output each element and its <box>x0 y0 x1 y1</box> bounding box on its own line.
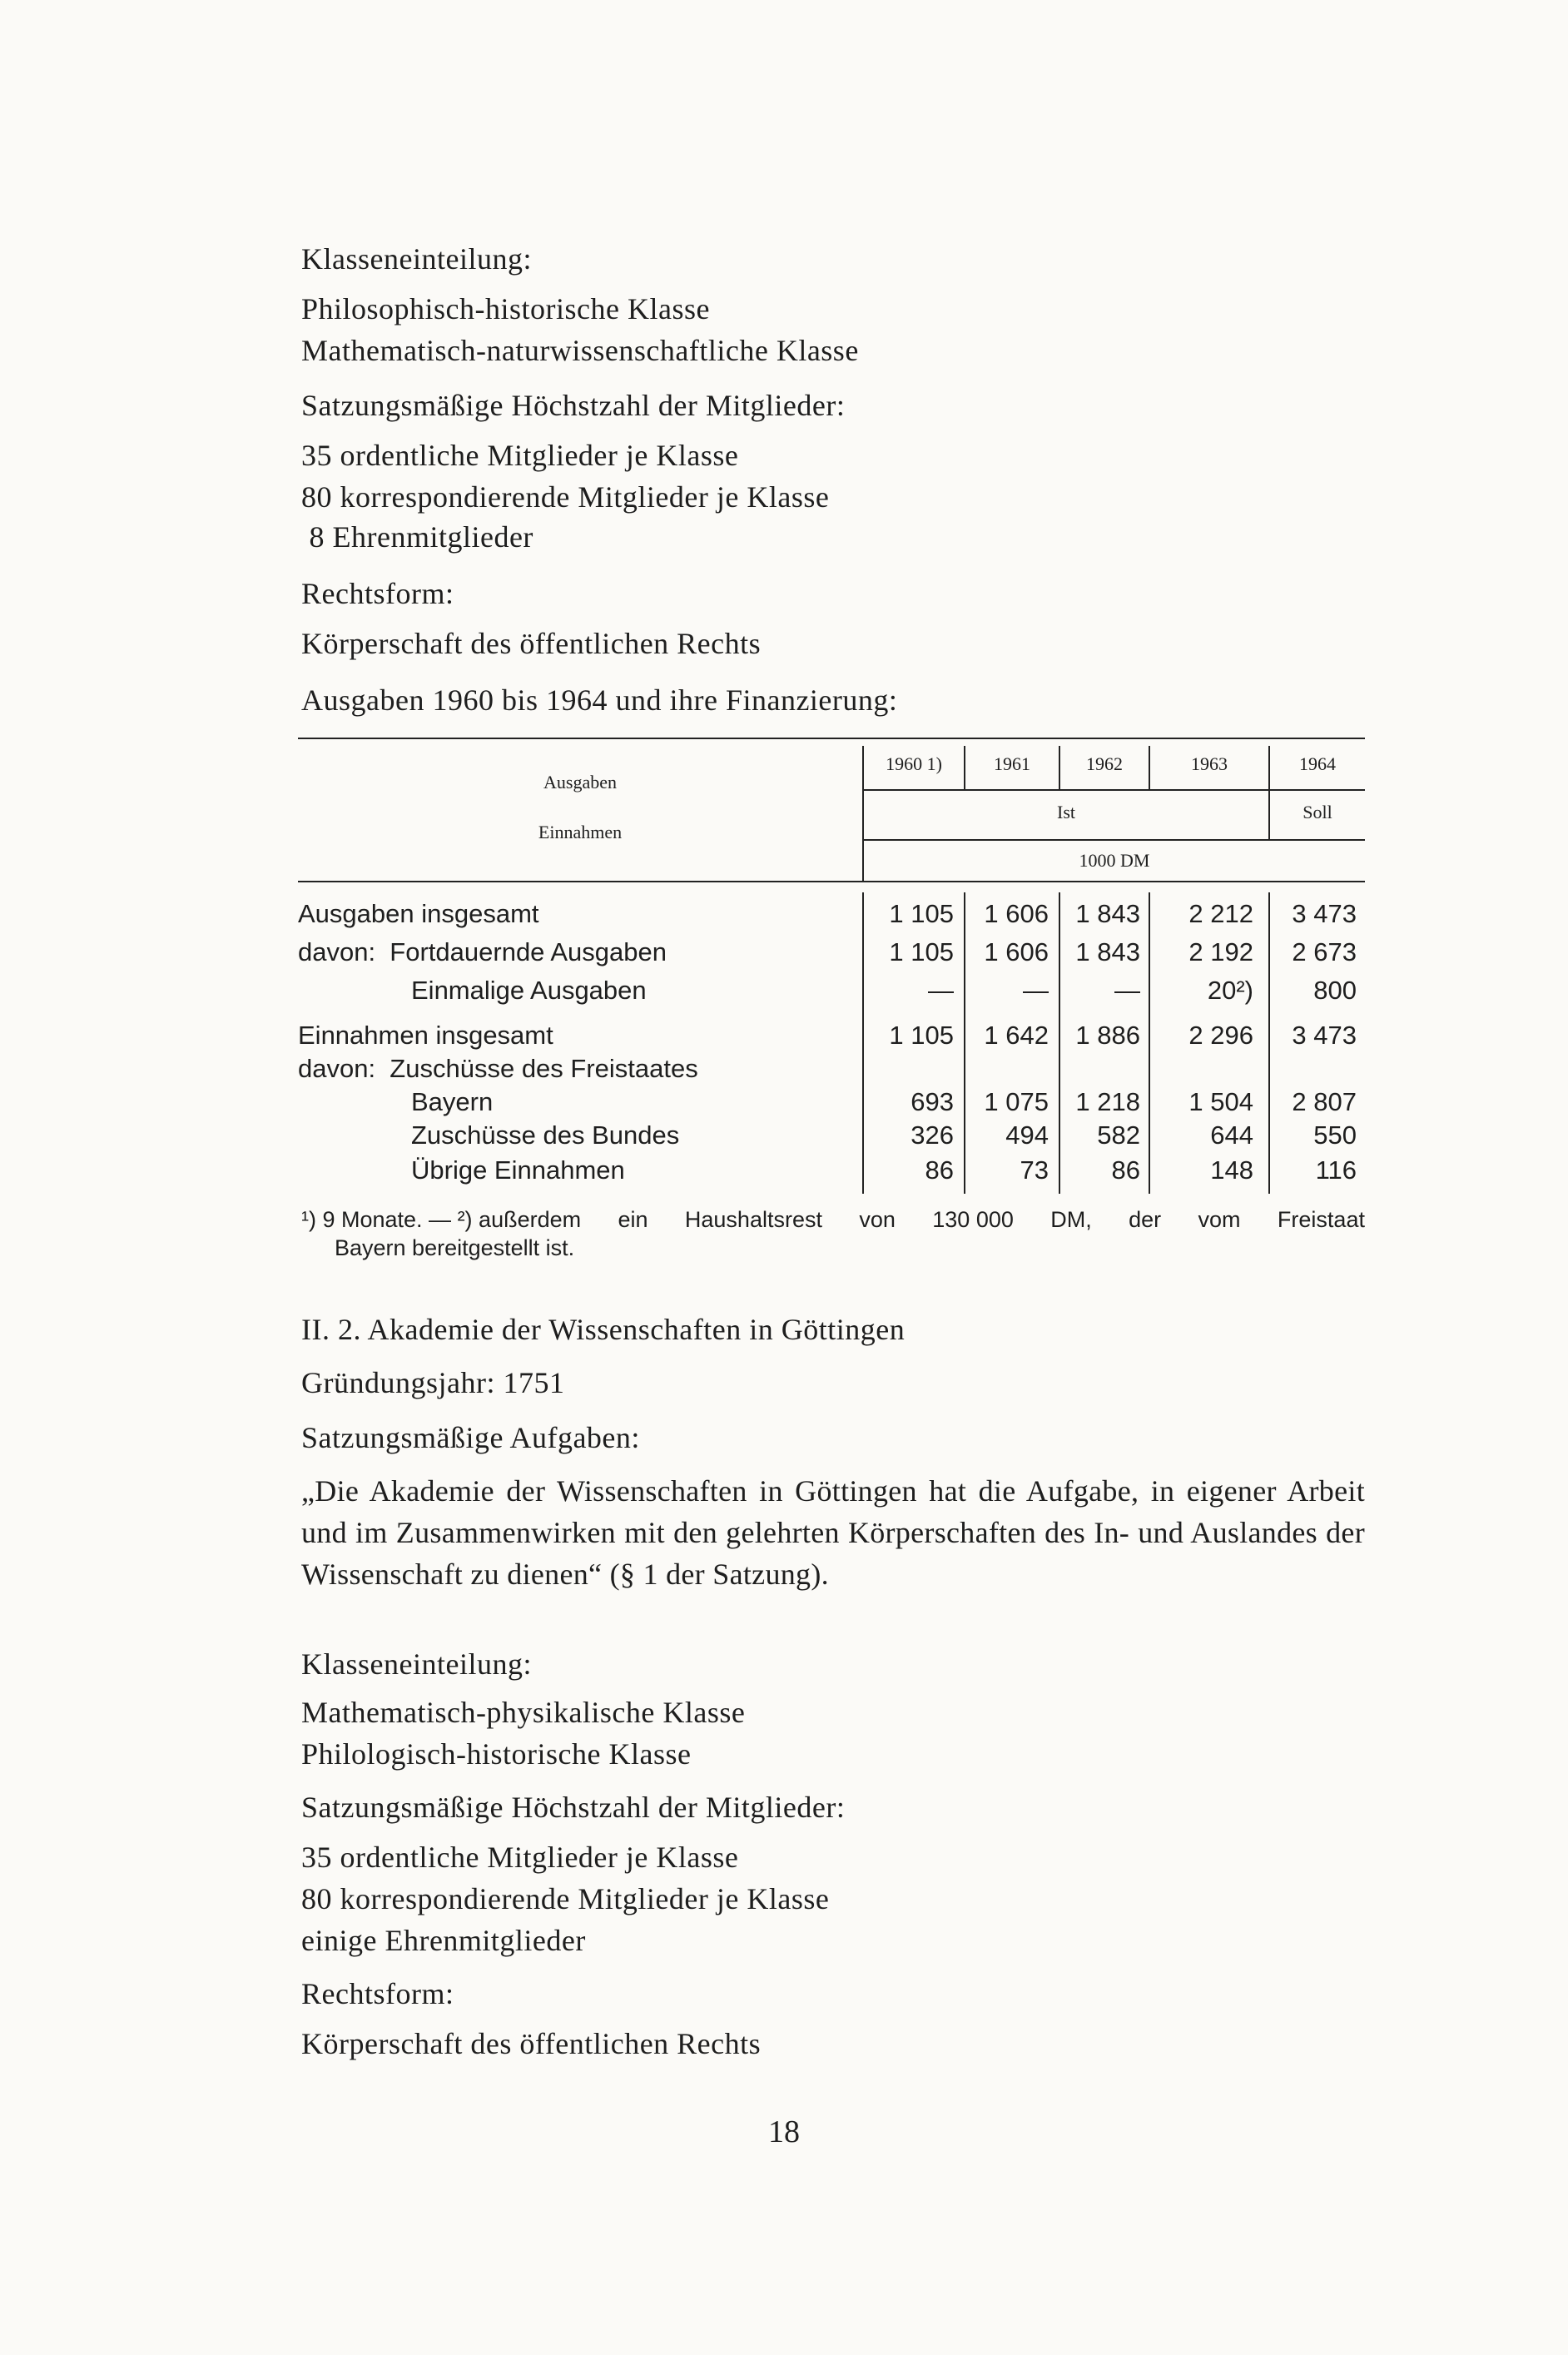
table-header-bottom-rule <box>298 881 1365 882</box>
cell-value: 800 <box>1313 976 1357 1005</box>
footnote-word: von <box>859 1207 896 1232</box>
cell-value: 1 105 <box>889 1021 954 1050</box>
klasseneinteilung-heading: Klasseneinteilung: <box>301 242 532 276</box>
cell-value: 1 105 <box>889 899 954 928</box>
row-label: Einmalige Ausgaben <box>411 976 647 1005</box>
year-header: 1964 <box>1299 753 1336 774</box>
footnote-word: der <box>1129 1207 1162 1232</box>
cell-value: 148 <box>1210 1155 1253 1185</box>
klasse-item: Philologisch-historische Klasse <box>301 1737 692 1771</box>
footnote-word: ¹) 9 Monate. — ²) außerdem <box>301 1207 582 1232</box>
row-label: Einnahmen insgesamt <box>298 1021 553 1050</box>
rechtsform-heading: Rechtsform: <box>301 1977 454 2010</box>
page-number: 18 <box>768 2114 800 2149</box>
cell-value: 3 473 <box>1292 1021 1357 1050</box>
cell-value: 1 504 <box>1188 1087 1253 1116</box>
cell-value: — <box>1023 976 1049 1005</box>
hoechstzahl-heading: Satzungsmäßige Höchstzahl der Mitglieder: <box>301 389 846 422</box>
footnote-word: Haushaltsrest <box>684 1207 822 1232</box>
cell-value: 116 <box>1315 1155 1357 1185</box>
mitglieder-item: 80 korrespondierende Mitglieder je Klasse <box>301 480 830 514</box>
rechtsform-value: Körperschaft des öffentlichen Rechts <box>301 2027 762 2060</box>
cell-value: 326 <box>911 1120 954 1150</box>
cell-value: 3 473 <box>1292 899 1357 928</box>
cell-value: 1 606 <box>984 899 1049 928</box>
cell-value: 644 <box>1210 1120 1253 1150</box>
year-header: 1961 <box>994 753 1030 774</box>
cell-value: 1 075 <box>984 1087 1049 1116</box>
ausgaben-heading: Ausgaben 1960 bis 1964 und ihre Finanzierung: <box>301 683 898 717</box>
footnote-word: 130 000 <box>932 1207 1014 1232</box>
year-header: 1962 <box>1086 753 1123 774</box>
klasse-item: Mathematisch-naturwissenschaftliche Klasse <box>301 334 859 367</box>
mitglieder-item: 35 ordentliche Mitglieder je Klasse <box>301 439 739 472</box>
footnote-line: Bayern bereitgestellt ist. <box>335 1235 575 1260</box>
year-header: 1960 1) <box>886 753 942 774</box>
klasse-item: Philosophisch-historische Klasse <box>301 292 710 325</box>
header-einnahmen: Einnahmen <box>538 822 623 842</box>
cell-value: 2 296 <box>1188 1021 1253 1050</box>
cell-value: 2 807 <box>1292 1087 1357 1116</box>
finance-table <box>298 738 1365 1194</box>
header-unit: 1000 DM <box>1079 850 1150 871</box>
cell-value: 2 673 <box>1292 937 1357 966</box>
year-header: 1963 <box>1191 753 1228 774</box>
klasse-item: Mathematisch-physikalische Klasse <box>301 1696 746 1729</box>
cell-value: — <box>1114 976 1140 1005</box>
footnote-word: DM, <box>1050 1207 1092 1232</box>
cell-value: 693 <box>911 1087 954 1116</box>
table-top-rule <box>298 738 1365 739</box>
footnote-line <box>301 1205 1365 1234</box>
cell-value: — <box>928 976 954 1005</box>
hoechstzahl-heading: Satzungsmäßige Höchstzahl der Mitglieder: <box>301 1791 846 1824</box>
mitglieder-item: einige Ehrenmitglieder <box>301 1924 586 1957</box>
cell-value: 582 <box>1097 1120 1140 1150</box>
footnote-word: ein <box>618 1207 648 1232</box>
cell-value: 1 606 <box>984 937 1049 966</box>
row-label: Übrige Einnahmen <box>411 1155 625 1185</box>
cell-value: 86 <box>1111 1155 1140 1185</box>
footnote-word: vom <box>1198 1207 1241 1232</box>
table-footnote <box>301 1205 1365 1262</box>
footnote-word: Freistaat <box>1277 1207 1365 1232</box>
gruendungsjahr: Gründungsjahr: 1751 <box>301 1366 565 1399</box>
section-title: II. 2. Akademie der Wissenschaften in Göttingen <box>301 1313 906 1346</box>
cell-value: 2 192 <box>1188 937 1253 966</box>
rechtsform-value: Körperschaft des öffentlichen Rechts <box>301 627 762 660</box>
cell-value: 1 843 <box>1075 937 1140 966</box>
row-label: Zuschüsse des Bundes <box>411 1120 680 1150</box>
aufgaben-text: „Die Akademie der Wissenschaften in Göttingen hat die Aufgabe, in eigener Arbeit und im Zusammenwirken mit den gelehrten Körperschaften des In- und Auslandes der Wissenschaft zu dienen“ (§ 1 der Satzung). <box>301 1474 1365 1591</box>
cell-value: 1 105 <box>889 937 954 966</box>
cell-value: 73 <box>1020 1155 1049 1185</box>
klasseneinteilung-heading: Klasseneinteilung: <box>301 1647 532 1681</box>
mitglieder-item: 80 korrespondierende Mitglieder je Klasse <box>301 1882 830 1915</box>
cell-value: 1 843 <box>1075 899 1140 928</box>
row-label: davon: Fortdauernde Ausgaben <box>298 937 667 966</box>
header-ausgaben: Ausgaben <box>543 772 617 792</box>
cell-value: 86 <box>925 1155 954 1185</box>
cell-value: 20²) <box>1207 976 1253 1005</box>
row-label: Bayern <box>411 1087 494 1116</box>
cell-value: 1 218 <box>1075 1087 1140 1116</box>
aufgaben-heading: Satzungsmäßige Aufgaben: <box>301 1421 640 1454</box>
header-ist: Ist <box>1057 802 1075 822</box>
rechtsform-heading: Rechtsform: <box>301 577 454 610</box>
table-ist-rule <box>864 839 1365 841</box>
header-soll: Soll <box>1303 802 1332 822</box>
cell-value: 1 642 <box>984 1021 1049 1050</box>
table-year-rule <box>864 789 1365 791</box>
row-label: davon: Zuschüsse des Freistaates <box>298 1054 698 1083</box>
row-label: Ausgaben insgesamt <box>298 899 539 928</box>
mitglieder-item: 35 ordentliche Mitglieder je Klasse <box>301 1841 739 1874</box>
cell-value: 2 212 <box>1188 899 1253 928</box>
cell-value: 550 <box>1313 1120 1357 1150</box>
cell-value: 1 886 <box>1075 1021 1140 1050</box>
cell-value: 494 <box>1005 1120 1049 1150</box>
mitglieder-item: 8 Ehrenmitglieder <box>301 520 533 554</box>
